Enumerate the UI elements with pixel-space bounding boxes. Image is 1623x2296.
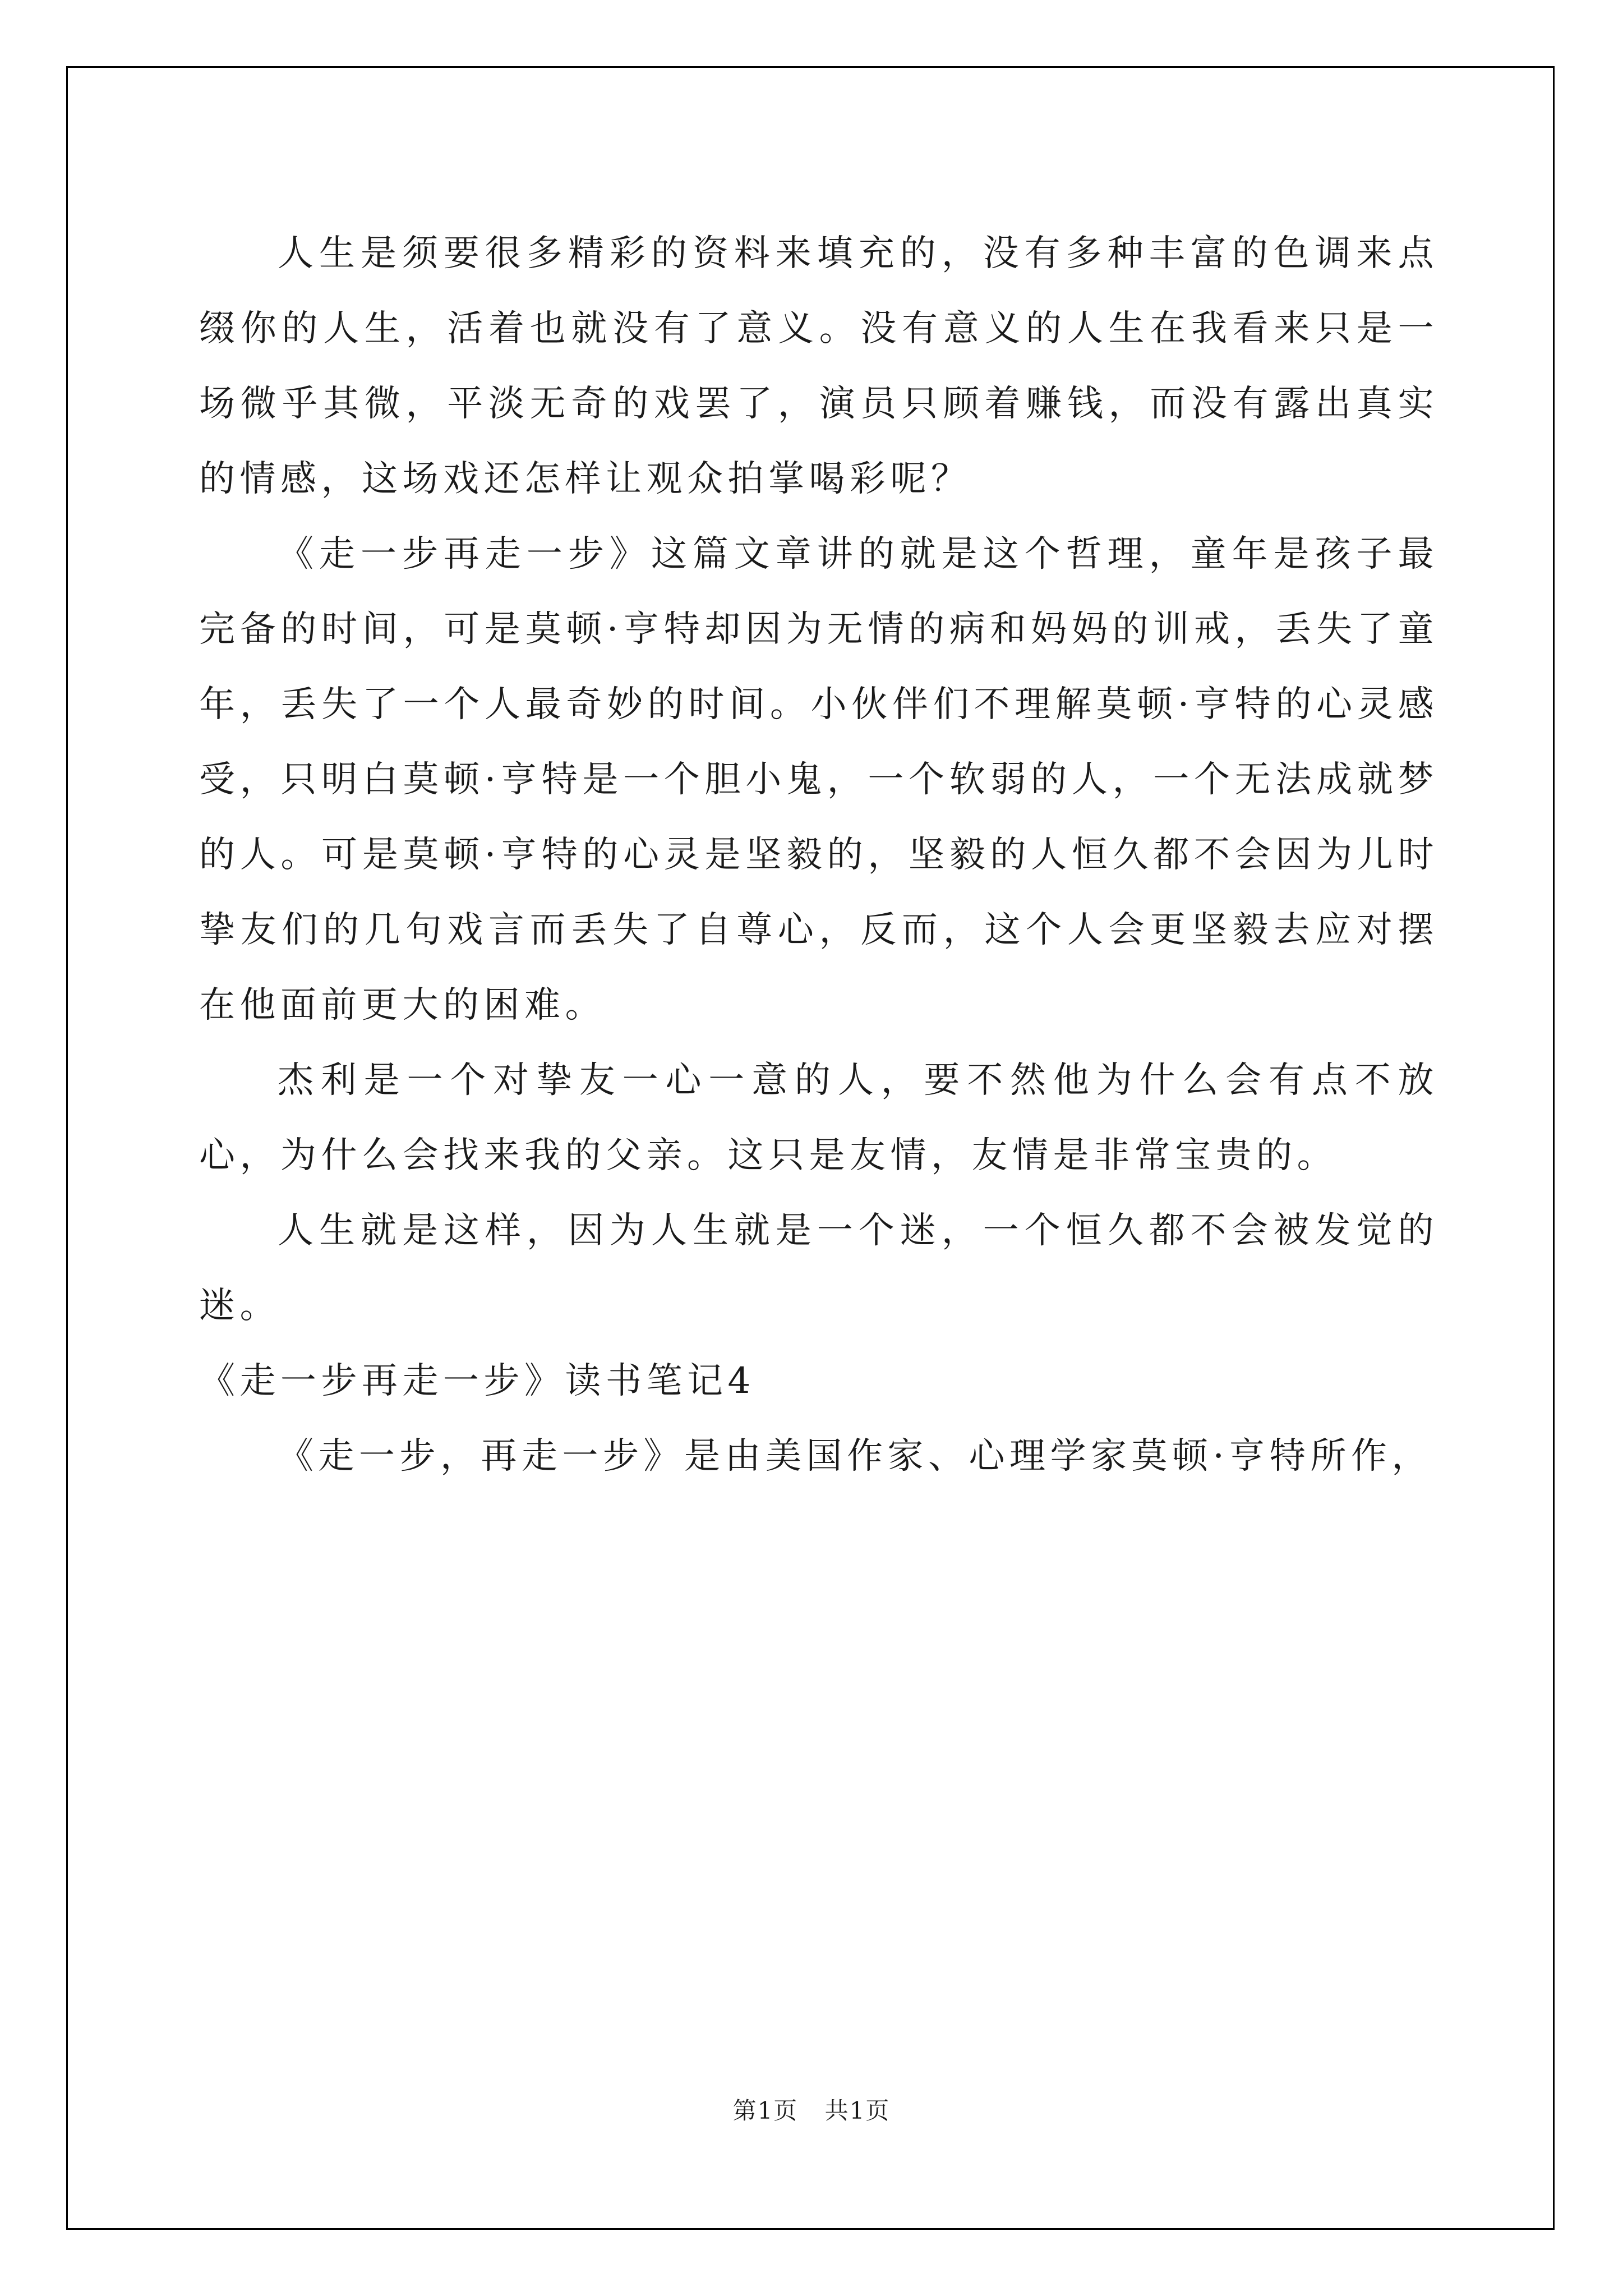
page-footer (0, 2092, 1623, 2126)
page-number-total: 共1页 (824, 2097, 891, 2124)
paragraph-2: 《走一步再走一步》这篇文章讲的就是这个哲理，童年是孩子最完备的时间，可是莫顿·亨特却因为无情的病和妈妈的训戒，丢失了童年，丢失了一个人最奇妙的时间。小伙伴们不理解莫顿·亨特的心灵感受，只明白莫顿·亨特是一个胆小鬼，一个软弱的人，一个无法成就梦的人。可是莫顿·亨特的心灵是坚毅的，坚毅的人恒久都不会因为儿时挚友们的几句戏言而丢失了自尊心，反而，这个人会更坚毅去应对摆在他面前更大的困难。 (199, 533, 1438, 1026)
paragraph-1: 人生是须要很多精彩的资料来填充的，没有多种丰富的色调来点缀你的人生，活着也就没有了意义。没有意义的人生在我看来只是一场微乎其微，平淡无奇的戏罢了，演员只顾着赚钱，而没有露出真实的情感，这场戏还怎样让观众拍掌喝彩呢？ (199, 233, 1438, 500)
document-body (199, 216, 1438, 1494)
page-number-current: 第1页 (732, 2097, 799, 2124)
section-heading: 《走一步再走一步》读书笔记4 (199, 1360, 755, 1402)
paragraph-4: 人生就是这样，因为人生就是一个迷，一个恒久都不会被发觉的迷。 (199, 1210, 1438, 1327)
paragraph-5: 《走一步，再走一步》是由美国作家、心理学家莫顿·亨特所作， (278, 1435, 1432, 1477)
paragraph-3: 杰利是一个对挚友一心一意的人，要不然他为什么会有点不放心，为什么会找来我的父亲。这只是友情，友情是非常宝贵的。 (199, 1060, 1438, 1176)
